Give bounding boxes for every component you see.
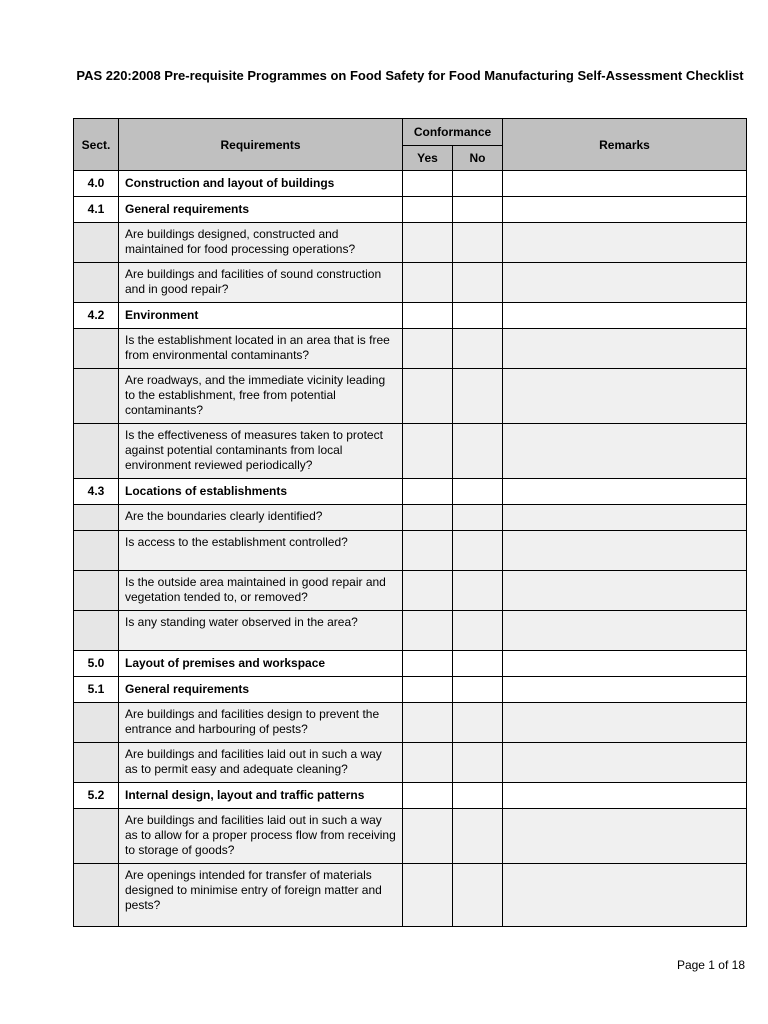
requirement-text: Is access to the establishment controlled? <box>119 531 403 571</box>
no-cell[interactable] <box>453 369 503 424</box>
header-yes: Yes <box>403 146 453 171</box>
remarks-cell[interactable] <box>503 424 747 479</box>
remarks-cell[interactable] <box>503 677 747 703</box>
remarks-cell[interactable] <box>503 783 747 809</box>
table-header <box>74 119 747 171</box>
no-cell[interactable] <box>453 864 503 927</box>
no-cell[interactable] <box>453 329 503 369</box>
question-row <box>74 369 747 424</box>
remarks-cell[interactable] <box>503 651 747 677</box>
section-number: 5.2 <box>74 783 119 809</box>
section-number <box>74 864 119 927</box>
section-heading-row <box>74 479 747 505</box>
no-cell[interactable] <box>453 223 503 263</box>
document-title: PAS 220:2008 Pre-requisite Programmes on Food Safety for Food Manufacturing Self-Assessment Checklist <box>76 68 744 83</box>
yes-cell[interactable] <box>403 703 453 743</box>
yes-cell[interactable] <box>403 809 453 864</box>
yes-cell[interactable] <box>403 505 453 531</box>
requirement-text: Is the outside area maintained in good repair and vegetation tended to, or removed? <box>119 571 403 611</box>
question-row <box>74 743 747 783</box>
header-sect: Sect. <box>74 119 119 171</box>
remarks-cell[interactable] <box>503 479 747 505</box>
section-number <box>74 263 119 303</box>
section-number: 4.2 <box>74 303 119 329</box>
requirement-text: Are openings intended for transfer of materials designed to minimise entry of foreign matter and pests? <box>119 864 403 927</box>
no-cell[interactable] <box>453 263 503 303</box>
page-number: Page 1 of 18 <box>676 958 745 972</box>
question-row <box>74 864 747 927</box>
question-row <box>74 611 747 651</box>
question-row <box>74 505 747 531</box>
section-number <box>74 611 119 651</box>
remarks-cell[interactable] <box>503 171 747 197</box>
requirement-text: Are buildings and facilities design to prevent the entrance and harbouring of pests? <box>119 703 403 743</box>
requirement-text: Are roadways, and the immediate vicinity leading to the establishment, free from potential contaminants? <box>119 369 403 424</box>
yes-cell[interactable] <box>403 677 453 703</box>
no-cell[interactable] <box>453 703 503 743</box>
section-number <box>74 743 119 783</box>
yes-cell[interactable] <box>403 783 453 809</box>
yes-cell[interactable] <box>403 864 453 927</box>
section-title: General requirements <box>119 677 403 703</box>
section-number <box>74 505 119 531</box>
section-title: Layout of premises and workspace <box>119 651 403 677</box>
header-no: No <box>453 146 503 171</box>
yes-cell[interactable] <box>403 651 453 677</box>
remarks-cell[interactable] <box>503 505 747 531</box>
remarks-cell[interactable] <box>503 329 747 369</box>
yes-cell[interactable] <box>403 263 453 303</box>
question-row <box>74 703 747 743</box>
yes-cell[interactable] <box>403 424 453 479</box>
yes-cell[interactable] <box>403 171 453 197</box>
no-cell[interactable] <box>453 424 503 479</box>
remarks-cell[interactable] <box>503 369 747 424</box>
section-title: Construction and layout of buildings <box>119 171 403 197</box>
no-cell[interactable] <box>453 743 503 783</box>
yes-cell[interactable] <box>403 329 453 369</box>
section-heading-row <box>74 303 747 329</box>
section-number <box>74 531 119 571</box>
remarks-cell[interactable] <box>503 223 747 263</box>
requirement-text: Are buildings designed, constructed and maintained for food processing operations? <box>119 223 403 263</box>
remarks-cell[interactable] <box>503 197 747 223</box>
no-cell[interactable] <box>453 571 503 611</box>
section-number: 5.0 <box>74 651 119 677</box>
question-row <box>74 329 747 369</box>
section-number <box>74 809 119 864</box>
remarks-cell[interactable] <box>503 531 747 571</box>
section-heading-row <box>74 171 747 197</box>
section-heading-row <box>74 197 747 223</box>
yes-cell[interactable] <box>403 611 453 651</box>
no-cell[interactable] <box>453 479 503 505</box>
requirement-text: Is the establishment located in an area that is free from environmental contaminants? <box>119 329 403 369</box>
section-number: 5.1 <box>74 677 119 703</box>
remarks-cell[interactable] <box>503 809 747 864</box>
header-conformance: Conformance <box>403 119 503 146</box>
no-cell[interactable] <box>453 531 503 571</box>
requirement-text: Are buildings and facilities of sound construction and in good repair? <box>119 263 403 303</box>
remarks-cell[interactable] <box>503 263 747 303</box>
section-number: 4.1 <box>74 197 119 223</box>
requirement-text: Are buildings and facilities laid out in such a way as to allow for a proper process flow from receiving to storage of goods? <box>119 809 403 864</box>
question-row <box>74 424 747 479</box>
no-cell[interactable] <box>453 809 503 864</box>
no-cell[interactable] <box>453 651 503 677</box>
remarks-cell[interactable] <box>503 303 747 329</box>
yes-cell[interactable] <box>403 479 453 505</box>
requirement-text: Are the boundaries clearly identified? <box>119 505 403 531</box>
yes-cell[interactable] <box>403 743 453 783</box>
remarks-cell[interactable] <box>503 571 747 611</box>
requirement-text: Is the effectiveness of measures taken to protect against potential contaminants from local environment reviewed periodically? <box>119 424 403 479</box>
no-cell[interactable] <box>453 303 503 329</box>
checklist-table <box>73 118 747 927</box>
requirement-text: Are buildings and facilities laid out in such a way as to permit easy and adequate cleaning? <box>119 743 403 783</box>
question-row <box>74 263 747 303</box>
yes-cell[interactable] <box>403 223 453 263</box>
remarks-cell[interactable] <box>503 611 747 651</box>
table-body <box>74 171 747 927</box>
no-cell[interactable] <box>453 783 503 809</box>
requirement-text: Is any standing water observed in the area? <box>119 611 403 651</box>
question-row <box>74 571 747 611</box>
header-remarks: Remarks <box>503 119 747 171</box>
section-title: Environment <box>119 303 403 329</box>
section-number <box>74 571 119 611</box>
no-cell[interactable] <box>453 677 503 703</box>
yes-cell[interactable] <box>403 531 453 571</box>
yes-cell[interactable] <box>403 303 453 329</box>
question-row <box>74 531 747 571</box>
section-title: Internal design, layout and traffic patterns <box>119 783 403 809</box>
section-title: General requirements <box>119 197 403 223</box>
remarks-cell[interactable] <box>503 743 747 783</box>
yes-cell[interactable] <box>403 571 453 611</box>
question-row <box>74 809 747 864</box>
header-requirements: Requirements <box>119 119 403 171</box>
yes-cell[interactable] <box>403 369 453 424</box>
section-title: Locations of establishments <box>119 479 403 505</box>
section-number <box>74 223 119 263</box>
remarks-cell[interactable] <box>503 864 747 927</box>
question-row <box>74 223 747 263</box>
section-number: 4.0 <box>74 171 119 197</box>
section-heading-row <box>74 651 747 677</box>
no-cell[interactable] <box>453 171 503 197</box>
no-cell[interactable] <box>453 505 503 531</box>
remarks-cell[interactable] <box>503 703 747 743</box>
section-number <box>74 369 119 424</box>
no-cell[interactable] <box>453 611 503 651</box>
yes-cell[interactable] <box>403 197 453 223</box>
no-cell[interactable] <box>453 197 503 223</box>
section-number <box>74 424 119 479</box>
section-number: 4.3 <box>74 479 119 505</box>
section-number <box>74 703 119 743</box>
section-heading-row <box>74 783 747 809</box>
section-number <box>74 329 119 369</box>
section-heading-row <box>74 677 747 703</box>
